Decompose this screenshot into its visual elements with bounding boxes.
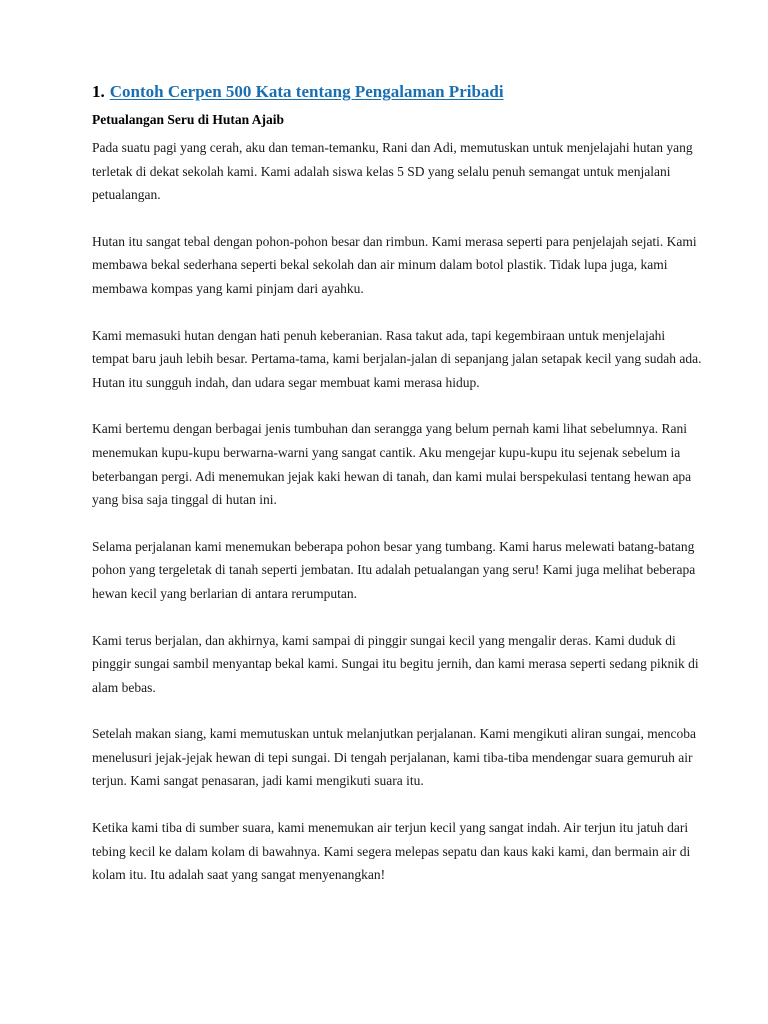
story-paragraph-3: Kami memasuki hutan dengan hati penuh keberanian. Rasa takut ada, tapi kegembiraan untuk menjelajahi tempat baru jauh lebih besar. Pertama-tama, kami berjalan-jalan di sepanjang jalan setapak kecil yang sudah ada. Hutan itu sungguh indah, dan udara segar membuat kami merasa hidup. xyxy=(92,327,702,390)
story-paragraph-1: Pada suatu pagi yang cerah, aku dan teman-temanku, Rani dan Adi, memutuskan untuk menjelajahi hutan yang terletak di dekat sekolah kami. Kami adalah siswa kelas 5 SD yang selalu penuh semangat untuk menjalani petualangan. xyxy=(92,140,693,203)
story-paragraph-7: Setelah makan siang, kami memutuskan untuk melanjutkan perjalanan. Kami mengikuti aliran sungai, mencoba menelusuri jejak-jejak hewan di tepi sungai. Di tengah perjalanan, kami tiba-tiba mendengar suara gemuruh air terjun. Kami sangat penasaran, jadi kami mengikuti suara itu. xyxy=(92,726,696,789)
story-paragraph-6: Kami terus berjalan, dan akhirnya, kami sampai di pinggir sungai kecil yang mengalir deras. Kami duduk di pinggir sungai sambil menyantap bekal kami. Sungai itu begitu jernih, dan kami merasa seperti sedang piknik di alam bebas. xyxy=(92,632,699,695)
story-paragraph-2: Hutan itu sangat tebal dengan pohon-pohon besar dan rimbun. Kami merasa seperti para penjelajah sejati. Kami membawa bekal sederhana seperti bekal sekolah dan air minum dalam botol plastik. Tidak lupa juga, kami membawa kompas yang kami pinjam dari ayahku. xyxy=(92,233,697,296)
story-title: Petualangan Seru di Hutan Ajaib xyxy=(92,112,285,127)
document-page xyxy=(92,80,704,910)
article-heading xyxy=(92,80,704,104)
story-paragraph-4: Kami bertemu dengan berbagai jenis tumbuhan dan serangga yang belum pernah kami lihat sebelumnya. Rani menemukan kupu-kupu berwarna-warni yang sangat cantik. Aku mengejar kupu-kupu itu sejenak sebelum ia beterbangan pergi. Adi menemukan jejak kaki hewan di tanah, dan kami mulai berspekulasi tentang hewan apa yang bisa saja tinggal di hutan ini. xyxy=(92,421,692,508)
heading-number: 1. xyxy=(92,82,105,101)
article-title-link[interactable]: Contoh Cerpen 500 Kata tentang Pengalaman Pribadi xyxy=(109,82,504,101)
story-paragraph-8: Ketika kami tiba di sumber suara, kami menemukan air terjun kecil yang sangat indah. Air terjun itu jatuh dari tebing kecil ke dalam kolam di bawahnya. Kami segera melepas sepatu dan kaus kaki kami, dan bermain air di kolam itu. Itu adalah saat yang sangat menyenangkan! xyxy=(92,820,691,883)
story-paragraph-5: Selama perjalanan kami menemukan beberapa pohon besar yang tumbang. Kami harus melewati batang-batang pohon yang tergeletak di tanah seperti jembatan. Itu adalah petualangan yang seru! Kami juga melihat beberapa hewan kecil yang berlarian di antara rerumputan. xyxy=(92,538,696,601)
